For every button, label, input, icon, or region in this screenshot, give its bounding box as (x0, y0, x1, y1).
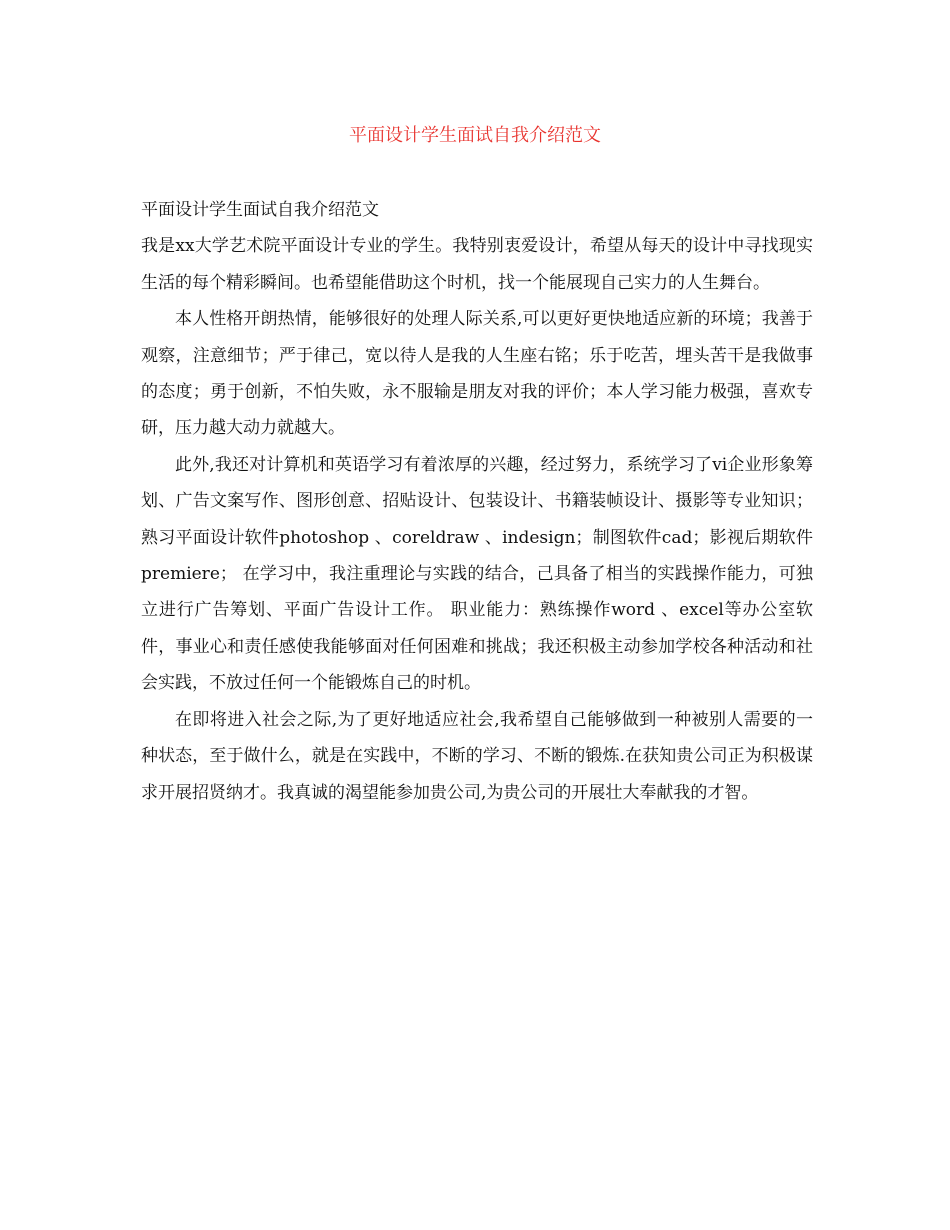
intro-paragraph: 我是xx大学艺术院平面设计专业的学生。我特别衷爱设计，希望从每天的设计中寻找现实生活的每个精彩瞬间。也希望能借助这个时机，找一个能展现自己实力的人生舞台。 (141, 236, 813, 293)
personality-paragraph: 本人性格开朗热情，能够很好的处理人际关系,可以更好更快地适应新的环境；我善于观察，注意细节；严于律己，宽以待人是我的人生座右铭；乐于吃苦，埋头苦干是我做事的态度；勇于创新，不怕失败，永不服输是朋友对我的评价；本人学习能力极强，喜欢专研，压力越大动力就越大。 (141, 309, 813, 439)
subtitle-paragraph: 平面设计学生面试自我介绍范文 (141, 200, 379, 220)
document-body (141, 192, 813, 811)
document-title: 平面设计学生面试自我介绍范文 (349, 125, 601, 146)
skills-paragraph: 此外,我还对计算机和英语学习有着浓厚的兴趣，经过努力，系统学习了vi企业形象筹划、广告文案写作、图形创意、招贴设计、包装设计、书籍装帧设计、摄影等专业知识；熟习平面设计软件photoshop 、coreldraw 、indesign；制图软件cad；影视后期软件premiere； 在学习中，我注重理论与实践的结合，己具备了相当的实践操作能力，可独立进行广告筹划、平面广告设计工作。 职业能力：熟练操作word 、excel等办公室软件，事业心和责任感使我能够面对任何困难和挑战；我还积极主动参加学校各种活动和社会实践，不放过任何一个能锻炼自己的时机。 (141, 454, 813, 694)
closing-paragraph: 在即将进入社会之际,为了更好地适应社会,我希望自己能够做到一种被别人需要的一种状态，至于做什么，就是在实践中，不断的学习、不断的锻炼.在获知贵公司正为积极谋求开展招贤纳才。我真诚的渴望能参加贵公司,为贵公司的开展壮大奉献我的才智。 (141, 709, 813, 803)
